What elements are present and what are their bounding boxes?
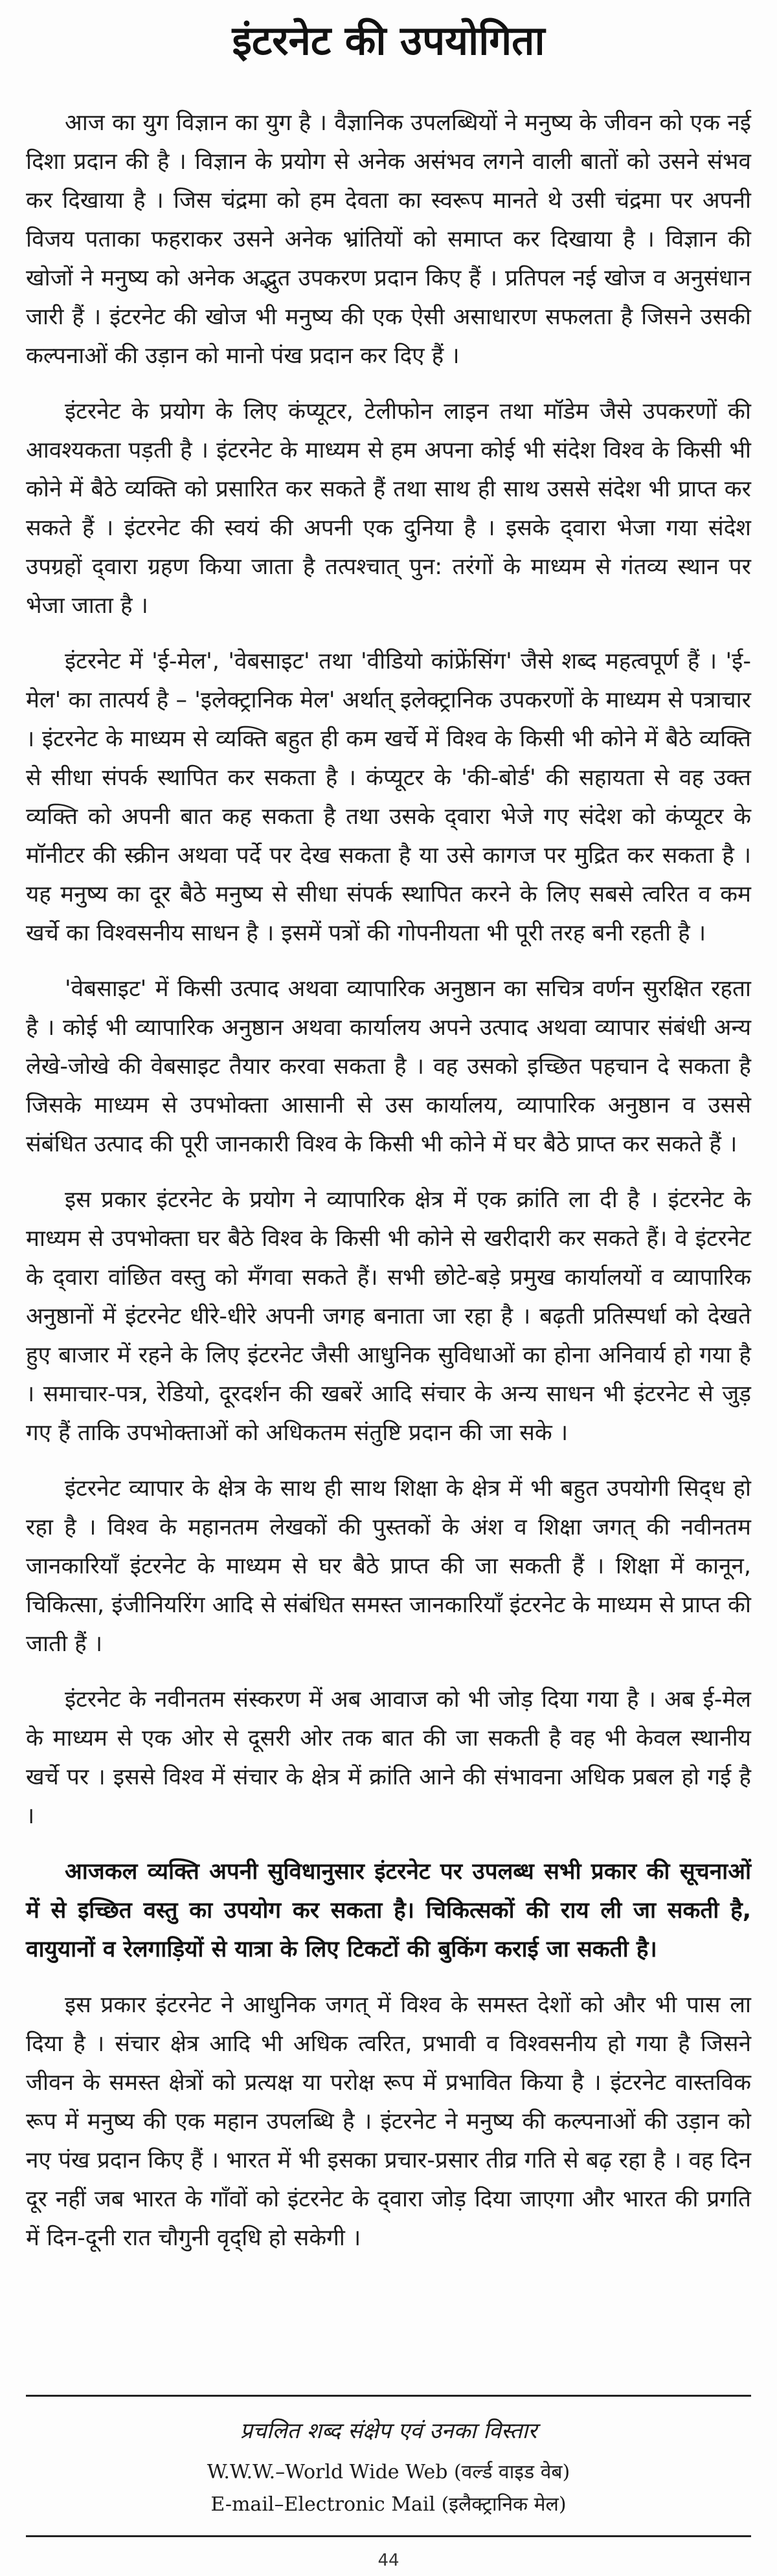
paragraph-business: इस प्रकार इंटरनेट के प्रयोग ने व्यापारिक क्षेत्र में एक क्रांति ला दी है । इंटरनेट के माध्यम से उपभोक्ता घर बैठे विश्व के किसी भी कोने से खरीदारी कर सकते हैं। वे इंटरनेट के द्‌वारा वांछित वस्तु को मँगवा सकते हैं। सभी छोटे-बड़े प्रमुख कार्यालयों व व्यापारिक अनुष्ठानों में इंटरनेट धीरे-धीरे अपनी जगह बनाता जा रहा है । बढ़ती प्रतिस्पर्धा को देखते हुए बाजार में रहने के लिए इंटरनेट जैसी आधुनिक सुविधाओं का होना अनिवार्य हो गया है । समाचार-पत्र, रेडियो, दूरदर्शन की खबरें आदि संचार के अन्य साधन भी इंटरनेट से जुड़ गए हैं ताकि उपभोक्ताओं को अधिकतम संतुष्टि प्रदान की जा सके । xyxy=(26,1187,751,1446)
paragraph-services: आजकल व्यक्ति अपनी सुविधानुसार इंटरनेट पर उपलब्ध सभी प्रकार की सूचनाओं में से इच्छित वस्तु का उपयोग कर सकता है। चिकित्सकों की राय ली जा सकती है, वायुयानों व रेलगाड़ियों से यात्रा के लिए टिकटों की बुकिंग कराई जा सकती है। xyxy=(26,1859,751,1962)
paragraph-voice: इंटरनेट के नवीनतम संस्करण में अब आवाज को भी जोड़ दिया गया है । अब ई-मेल के माध्यम से एक ओर से दूसरी ओर तक बात की जा सकती है वह भी केवल स्थानीय खर्चे पर । इससे विश्व में संचार के क्षेत्र में क्रांति आने की संभावना अधिक प्रबल हो गई है । xyxy=(26,1687,751,1829)
paragraph-intro: आज का युग विज्ञान का युग है । वैज्ञानिक उपलब्धियों ने मनुष्य के जीवन को एक नई दिशा प्रदान की है । विज्ञान के प्रयोग से अनेक असंभव लगने वाली बातों को उसने संभव कर दिखाया है । जिस चंद्रमा को हम देवता का स्वरूप मानते थे उसी चंद्रमा पर अपनी विजय पताका फहराकर उसने अनेक भ्रांतियों को समाप्त कर दिखाया है । विज्ञान की खोजों ने मनुष्य को अनेक अद्भुत उपकरण प्रदान किए हैं । प्रतिपल नई खोज व अनुसंधान जारी हैं । इंटरनेट की खोज भी मनुष्य की एक ऐसी असाधारण सफलता है जिसने उसकी कल्पनाओं की उड़ान को मानो पंख प्रदान कर दिए हैं । xyxy=(26,110,751,369)
page-number: 44 xyxy=(377,2551,400,2570)
paragraph-email: इंटरनेट में 'ई-मेल', 'वेबसाइट' तथा 'वीडियो कांफ्रेंसिंग' जैसे शब्द महत्वपूर्ण हैं । 'ई-मेल' का तात्पर्य है – 'इलेक्ट्रानिक मेल' अर्थात् इलेक्ट्रानिक उपकरणों के माध्यम से पत्राचार । इंटरनेट के माध्यम से व्यक्ति बहुत ही कम खर्चे में विश्व के किसी भी कोने में बैठे व्यक्ति से सीधा संपर्क स्थापित कर सकता है । कंप्यूटर के 'की-बोर्ड' की सहायता से वह उक्त व्यक्ति को अपनी बात कह सकता है तथा उसके द्‌वारा भेजे गए संदेश को कंप्यूटर के मॉनीटर की स्क्रीन अथवा पर्दे पर देख सकता है या उसे कागज पर मुद्रित कर सकता है । यह मनुष्य का दूर बैठे मनुष्य से सीधा संपर्क स्थापित करने के लिए सबसे त्वरित व कम खर्चे का विश्वसनीय साधन है । इसमें पत्रों की गोपनीयता भी पूरी तरह बनी रहती है । xyxy=(26,649,751,946)
glossary-box xyxy=(26,2395,751,2537)
essay-body xyxy=(26,104,751,2274)
paragraph-education: इंटरनेट व्यापार के क्षेत्र के साथ ही साथ शिक्षा के क्षेत्र में भी बहुत उपयोगी सिद्‌ध हो रहा है । विश्व के महानतम लेखकों की पुस्तकों के अंश व शिक्षा जगत् की नवीनतम जानकारियाँ इंटरनेट के माध्यम से घर बैठे प्राप्त की जा सकती हैं । शिक्षा में कानून, चिकित्सा, इंजीनियरिंग आदि से संबंधित समस्त जानकारियाँ इंटरनेट के माध्यम से प्राप्त की जाती हैं । xyxy=(26,1476,751,1657)
paragraph-website: 'वेबसाइट' में किसी उत्पाद अथवा व्यापारिक अनुष्ठान का सचित्र वर्णन सुरक्षित रहता है । कोई भी व्यापारिक अनुष्ठान अथवा कार्यालय अपने उत्पाद अथवा व्यापार संबंधी अन्य लेखे-जोखे की वेबसाइट तैयार करवा सकता है । वह उसको इच्छित पहचान दे सकता है जिसके माध्यम से उपभोक्ता आसानी से उस कार्यालय, व्यापारिक अनुष्ठान व उससे संबंधित उत्पाद की पूरी जानकारी विश्व के किसी भी कोने में घर बैठे प्राप्त कर सकते हैं । xyxy=(26,976,751,1157)
paragraph-equipment: इंटरनेट के प्रयोग के लिए कंप्यूटर, टेलीफोन लाइन तथा मॉडेम जैसे उपकरणों की आवश्यकता पड़ती है । इंटरनेट के माध्यम से हम अपना कोई भी संदेश विश्व के किसी भी कोने में बैठे व्यक्ति को प्रसारित कर सकते हैं तथा साथ ही साथ उससे संदेश भी प्राप्त कर सकते हैं । इंटरनेट की स्वयं की अपनी एक दुनिया है । इसके द्‌वारा भेजा गया संदेश उपग्रहों द्‌वारा ग्रहण किया जाता है तत्पश्चात् पुन: तरंगों के माध्यम से गंतव्य स्थान पर भेजा जाता है । xyxy=(26,399,751,619)
glossary-entry-email: E-mail–Electronic Mail (इलैक्ट्रानिक मेल) xyxy=(210,2493,567,2516)
paragraph-conclusion: इस प्रकार इंटरनेट ने आधुनिक जगत् में विश्व के समस्त देशों को और भी पास ला दिया है । संचार क्षेत्र आदि भी अधिक त्वरित, प्रभावी व विश्वसनीय हो गया है जिसने जीवन के समस्त क्षेत्रों को प्रत्यक्ष या परोक्ष रूप में प्रभावित किया है । इंटरनेट वास्तविक रूप में मनुष्य की एक महान उपलब्धि है । इंटरनेट ने मनुष्य की कल्पनाओं की उड़ान को नए पंख प्रदान किए हैं । भारत में भी इसका प्रचार-प्रसार तीव्र गति से बढ़ रहा है । वह दिन दूर नहीं जब भारत के गाँवों को इंटरनेट के द्‌वारा जोड़ दिया जाएगा और भारत की प्रगति में दिन-दूनी रात चौगुनी वृद्‌धि हो सकेगी । xyxy=(26,1992,751,2251)
glossary-title: प्रचलित शब्द संक्षेप एवं उनका विस्तार xyxy=(240,2418,537,2444)
essay-title: इंटरनेट की उपयोगिता xyxy=(232,17,545,64)
glossary-entry-www: W.W.W.–World Wide Web (वर्ल्ड वाइड वेब) xyxy=(207,2461,570,2483)
